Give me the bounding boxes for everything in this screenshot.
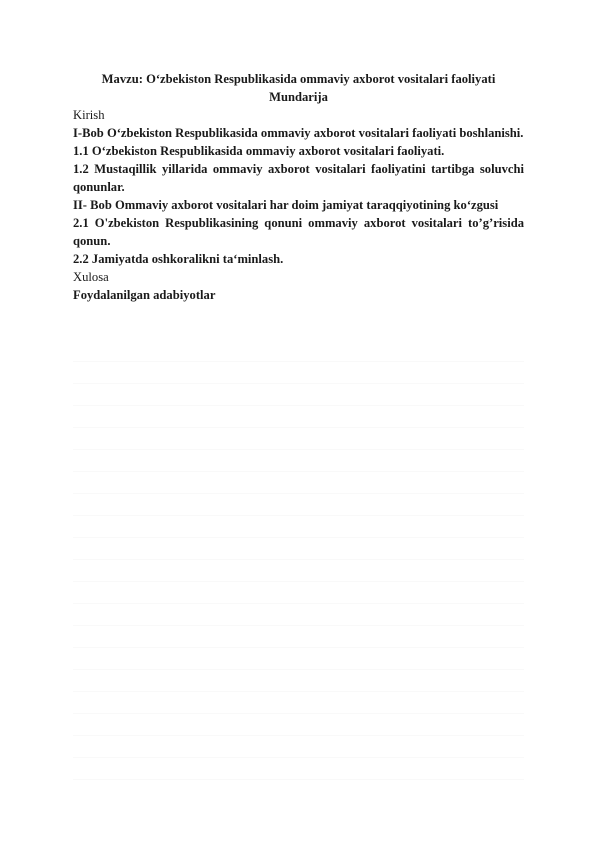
- toc-item-section-1-1: 1.1 O‘zbekiston Respublikasida ommaviy axborot vositalari faoliyati.: [73, 144, 445, 158]
- toc-item-chapter-2: II- Bob Ommaviy axborot vositalari har doim jamiyat taraqqiyotining ko‘zgusi: [73, 198, 499, 212]
- toc-item-intro: Kirish: [73, 108, 105, 122]
- document-content: [73, 70, 524, 304]
- document-title: Mavzu: O‘zbekiston Respublikasida ommaviy axborot vositalari faoliyati: [101, 72, 496, 86]
- toc-heading: Mundarija: [269, 90, 328, 104]
- toc-item-chapter-1: I-Bob O‘zbekiston Respublikasida ommaviy axborot vositalari faoliyati boshlanishi.: [73, 126, 524, 140]
- toc-item-section-2-2: 2.2 Jamiyatda oshkoralikni ta‘minlash.: [73, 252, 284, 266]
- toc-item-bibliography: Foydalanilgan adabiyotlar: [73, 288, 216, 302]
- toc-item-conclusion: Xulosa: [73, 270, 109, 284]
- background-ruling: [73, 340, 524, 800]
- toc-item-section-2-1: 2.1 O'zbekiston Respublikasining qonuni ommaviy axborot vositalari to’g’risida qonun.: [73, 216, 524, 248]
- toc-item-section-1-2: 1.2 Mustaqillik yillarida ommaviy axborot vositalari faoliyatini tartibga soluvchi qonunlar.: [73, 162, 524, 194]
